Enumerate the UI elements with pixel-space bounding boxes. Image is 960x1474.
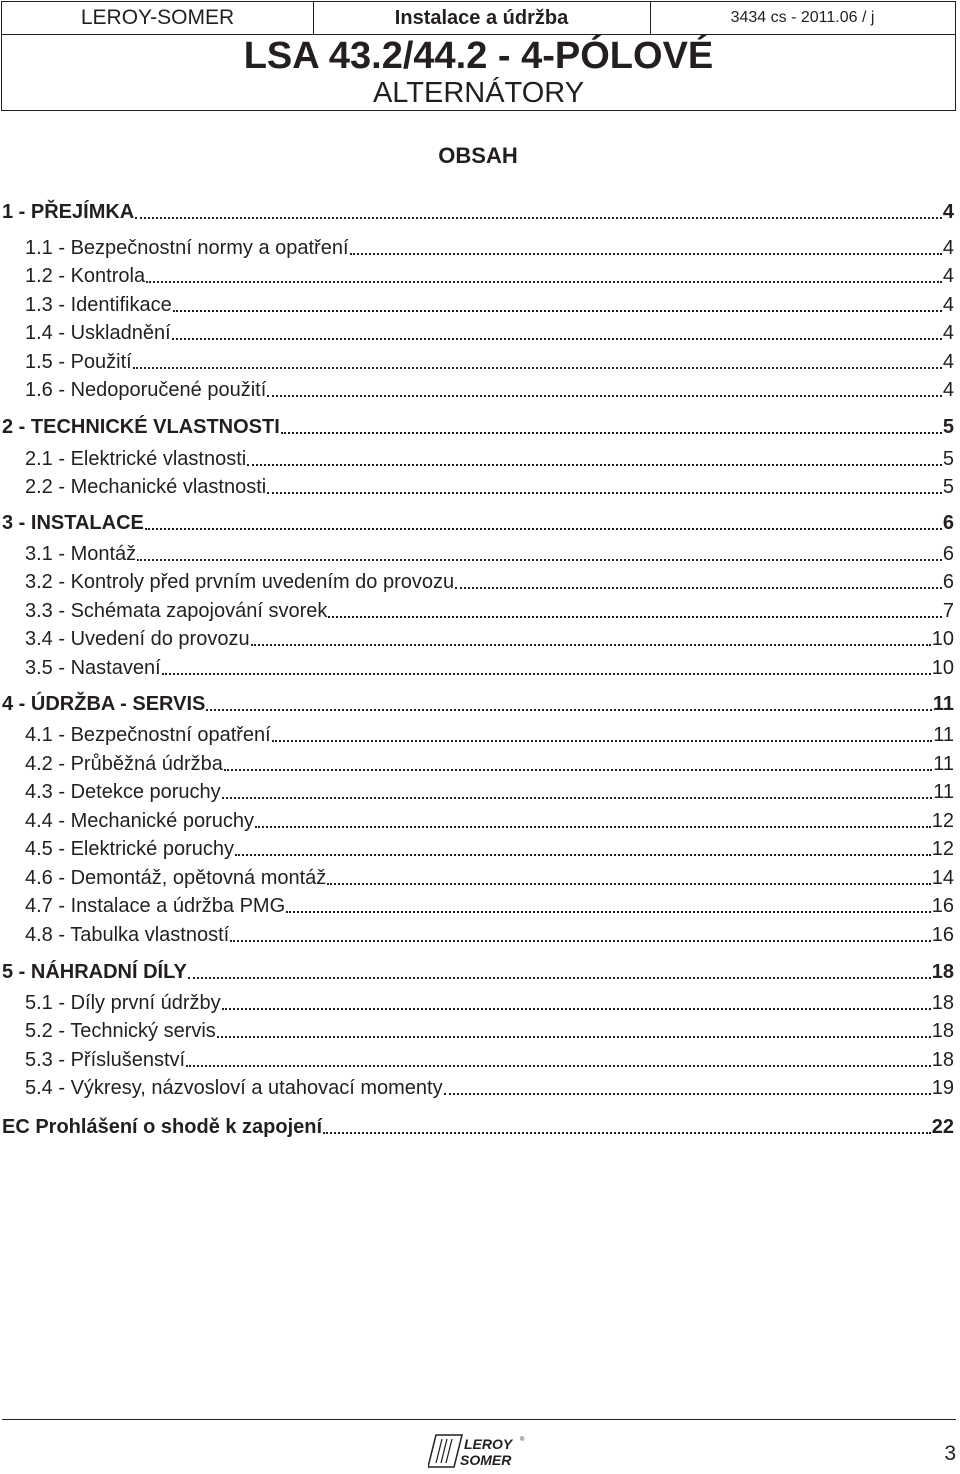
toc-entry-page: 4 (942, 201, 954, 223)
toc-entry-label: 3.5 - Nastavení (25, 657, 161, 679)
toc-entry-page: 4 (942, 351, 954, 373)
page-number: 3 (944, 1442, 956, 1465)
toc-subsection-entry (25, 541, 954, 567)
toc-leader-dots (286, 911, 931, 913)
toc-leader-dots (251, 644, 931, 646)
toc-entry-page: 14 (931, 867, 954, 889)
toc-subsection-entry (25, 263, 954, 289)
toc-entry-label: 4 - ÚDRŽBA - SERVIS (2, 693, 206, 715)
toc-leader-dots (328, 616, 941, 618)
toc-entry-page: 10 (931, 657, 954, 679)
toc-entry-page: 5 (942, 416, 954, 438)
toc-subsection-entry (25, 779, 954, 805)
toc-leader-dots (267, 492, 942, 494)
header-doc-ref: 3434 cs - 2011.06 / j (730, 9, 875, 26)
toc-subsection-entry (25, 1075, 954, 1101)
toc-subsection-entry (25, 893, 954, 919)
toc-leader-dots (206, 709, 931, 711)
toc-subsection-entry (25, 446, 954, 472)
toc-leader-dots (133, 367, 942, 369)
toc-entry-page: 11 (933, 724, 954, 746)
toc-entry-label: 2.1 - Elektrické vlastnosti (25, 448, 247, 470)
toc-entry-page: 12 (931, 838, 954, 860)
toc-subsection-entry (25, 865, 954, 891)
toc-entry-page: 6 (942, 543, 954, 565)
toc-subsection-entry (25, 598, 954, 624)
toc-leader-dots (235, 854, 931, 856)
toc-entry-label: 1 - PŘEJÍMKA (2, 201, 135, 223)
toc-entry-label: 4.4 - Mechanické poruchy (25, 810, 255, 832)
toc-subsection-entry (25, 235, 954, 261)
toc-entry-page: 5 (942, 476, 954, 498)
toc-entry-label: 5.4 - Výkresy, názvosloví a utahovací momenty (25, 1077, 443, 1099)
toc-section-entry (2, 691, 954, 717)
toc-section-entry (2, 510, 954, 536)
toc-entry-page: 6 (942, 512, 954, 534)
toc-leader-dots (230, 940, 931, 942)
toc-entry-page: 19 (931, 1077, 954, 1099)
toc-heading: OBSAH (438, 143, 518, 168)
toc-subsection-entry (25, 320, 954, 346)
toc-entry-label: 1.3 - Identifikace (25, 294, 172, 316)
toc-leader-dots (327, 883, 930, 885)
toc-entry-label: 1.1 - Bezpečnostní normy a opatření (25, 237, 349, 259)
toc-entry-label: 1.2 - Kontrola (25, 265, 146, 287)
toc-subsection-entry (25, 1018, 954, 1044)
toc-entry-page: 18 (931, 961, 954, 983)
toc-leader-dots (350, 253, 942, 255)
toc-entry-page: 22 (931, 1116, 954, 1138)
toc-entry-label: 3 - INSTALACE (2, 512, 144, 534)
toc-entry-page: 16 (931, 895, 954, 917)
toc-leader-dots (281, 432, 942, 434)
toc-entry-page: 16 (931, 924, 954, 946)
toc-entry-label: 5.1 - Díly první údržby (25, 992, 221, 1014)
toc-subsection-entry (25, 1047, 954, 1073)
toc-leader-dots (146, 281, 942, 283)
toc-entry-label: 4.5 - Elektrické poruchy (25, 838, 234, 860)
toc-leader-dots (267, 395, 942, 397)
toc-entry-label: 4.6 - Demontáž, opětovná montáž (25, 867, 327, 889)
header-box (1, 1, 956, 111)
toc-entry-label: 1.4 - Uskladnění (25, 322, 171, 344)
toc-entry-label: 3.2 - Kontroly před prvním uvedením do provozu (25, 571, 455, 593)
toc-subsection-entry (25, 836, 954, 862)
toc-entry-page: 4 (942, 294, 954, 316)
toc-section-entry (2, 414, 954, 440)
toc-entry-label: 3.3 - Schémata zapojování svorek (25, 600, 328, 622)
toc-entry-page: 12 (931, 810, 954, 832)
toc-leader-dots (188, 977, 931, 979)
toc-subsection-entry (25, 655, 954, 681)
toc-entry-label: 4.2 - Průběžná údržba (25, 753, 223, 775)
toc-leader-dots (172, 338, 942, 340)
toc-leader-dots (224, 769, 932, 771)
toc-leader-dots (217, 1036, 931, 1038)
toc-entry-label: 2 - TECHNICKÉ VLASTNOSTI (2, 416, 280, 438)
toc-entry-page: 6 (942, 571, 954, 593)
toc-subsection-entry (25, 990, 954, 1016)
toc-leader-dots (162, 673, 931, 675)
toc-subsection-entry (25, 377, 954, 403)
toc-entry-label: 2.2 - Mechanické vlastnosti (25, 476, 267, 498)
toc-entry-page: 10 (931, 628, 954, 650)
toc-leader-dots (137, 559, 942, 561)
toc-entry-label: 1.5 - Použití (25, 351, 132, 373)
toc-leader-dots (272, 740, 933, 742)
toc-entry-page: 18 (931, 1020, 954, 1042)
header-row (2, 2, 955, 35)
toc-subsection-entry (25, 474, 954, 500)
footer-divider (2, 1419, 956, 1420)
toc-entry-label: 4.1 - Bezpečnostní opatření (25, 724, 271, 746)
toc-entry-page: 11 (932, 693, 954, 715)
toc-section-entry (2, 1114, 954, 1140)
toc-entry-label: 4.3 - Detekce poruchy (25, 781, 221, 803)
toc-subsection-entry (25, 922, 954, 948)
toc-entry-label: 3.1 - Montáž (25, 543, 137, 565)
toc-entry-page: 4 (942, 237, 954, 259)
header-brand: LEROY-SOMER (2, 2, 314, 34)
toc-section-entry (2, 199, 954, 225)
toc-entry-page: 7 (942, 600, 954, 622)
svg-text:®: ® (520, 1437, 525, 1443)
toc-entry-page: 11 (933, 753, 954, 775)
toc-entry-label: 1.6 - Nedoporučené použití (25, 379, 267, 401)
leroy-somer-logo (428, 1433, 528, 1469)
toc-subsection-entry (25, 722, 954, 748)
toc-leader-dots (455, 587, 942, 589)
toc-entry-page: 5 (942, 448, 954, 470)
toc-leader-dots (135, 217, 942, 219)
logo-text-bottom: SOMER (460, 1452, 512, 1468)
toc-entry-label: 4.8 - Tabulka vlastností (25, 924, 230, 946)
toc-entry-label: 5.3 - Příslušenství (25, 1049, 186, 1071)
toc-entry-page: 4 (942, 265, 954, 287)
toc-entry-page: 4 (942, 322, 954, 344)
toc-entry-label: 5.2 - Technický servis (25, 1020, 216, 1042)
toc-leader-dots (145, 528, 942, 530)
logo-text-top: LEROY (464, 1436, 513, 1452)
toc-entry-label: 4.7 - Instalace a údržba PMG (25, 895, 286, 917)
toc-entry-page: 18 (931, 1049, 954, 1071)
toc-leader-dots (222, 1008, 931, 1010)
header-section: Instalace a údržba (313, 2, 651, 34)
toc-entry-label: 3.4 - Uvedení do provozu (25, 628, 250, 650)
toc-leader-dots (247, 464, 942, 466)
toc-entry-label: 5 - NÁHRADNÍ DÍLY (2, 961, 187, 983)
toc-leader-dots (255, 826, 931, 828)
document-subtitle: ALTERNÁTORY (372, 77, 585, 109)
toc-leader-dots (222, 797, 933, 799)
toc-leader-dots (323, 1132, 931, 1134)
toc-subsection-entry (25, 808, 954, 834)
toc-entry-label: EC Prohlášení o shodě k zapojení (2, 1116, 323, 1138)
toc-entry-page: 18 (931, 992, 954, 1014)
toc-leader-dots (173, 310, 942, 312)
toc-subsection-entry (25, 751, 954, 777)
document-title: LSA 43.2/44.2 - 4-PÓLOVÉ (243, 35, 714, 77)
toc-leader-dots (186, 1065, 931, 1067)
toc-subsection-entry (25, 349, 954, 375)
toc-section-entry (2, 959, 954, 985)
toc-leader-dots (444, 1093, 931, 1095)
toc-subsection-entry (25, 569, 954, 595)
toc-subsection-entry (25, 626, 954, 652)
toc-entry-page: 4 (942, 379, 954, 401)
toc-subsection-entry (25, 292, 954, 318)
toc-entry-page: 11 (933, 781, 954, 803)
